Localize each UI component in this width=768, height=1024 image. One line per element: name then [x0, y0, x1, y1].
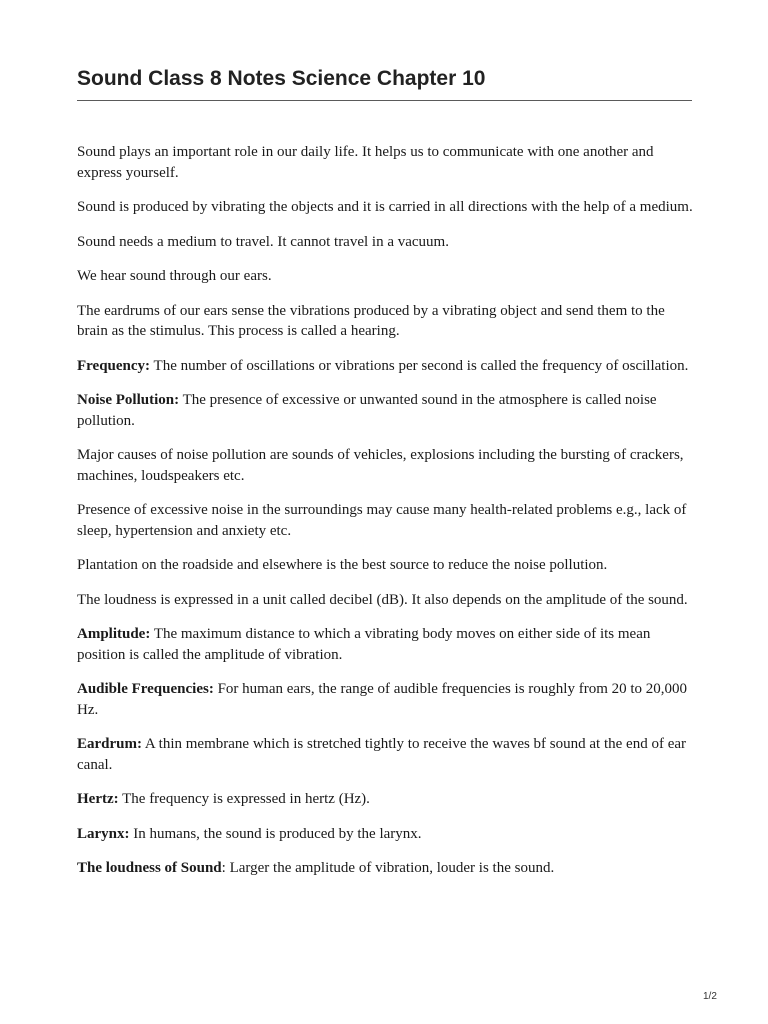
paragraph-text: Sound plays an important role in our daily life. It helps us to communicate with one another and express yourself.	[77, 144, 654, 181]
term-hertz: Hertz:	[77, 791, 119, 807]
paragraph-text: The presence of excessive or unwanted sound in the atmosphere is called noise pollution.	[77, 392, 657, 429]
paragraph-amplitude	[77, 624, 699, 665]
term-frequency: Frequency:	[77, 357, 151, 374]
paragraph-plantation	[77, 555, 699, 576]
paragraph-text: Plantation on the roadside and elsewhere is the best source to reduce the noise pollution.	[77, 557, 608, 573]
paragraph-noise-causes	[77, 445, 699, 486]
paragraph-text: The loudness is expressed in a unit called decibel (dB). It also depends on the amplitude of the sound.	[77, 591, 688, 608]
paragraph-medium	[77, 232, 699, 253]
paragraph-text: In humans, the sound is produced by the larynx.	[129, 825, 422, 842]
paragraph-ears	[77, 266, 699, 287]
paragraph-eardrum	[77, 734, 699, 775]
term-noise-pollution: Noise Pollution:	[77, 392, 180, 408]
paragraph-text: The maximum distance to which a vibrating body moves on either side of its mean position is called the amplitude of vibration.	[77, 626, 651, 663]
term-audible-frequencies: Audible Frequencies:	[77, 681, 214, 697]
title-divider	[77, 100, 692, 101]
paragraph-noise-pollution	[77, 390, 699, 431]
paragraph-text: Presence of excessive noise in the surroundings may cause many health-related problems e.g., lack of sleep, hypertension and anxiety etc.	[77, 502, 687, 539]
paragraph-intro	[77, 142, 699, 183]
term-larynx: Larynx:	[77, 825, 130, 842]
paragraph-text: Major causes of noise pollution are sounds of vehicles, explosions including the bursting of crackers, machines, loudspeakers etc.	[77, 447, 684, 484]
paragraph-sound-production	[77, 197, 699, 218]
paragraph-decibel	[77, 590, 699, 611]
notes-content	[77, 142, 699, 893]
paragraph-text: A thin membrane which is stretched tightly to receive the waves bf sound at the end of ear canal.	[77, 736, 687, 773]
page-number: 1/2	[703, 991, 717, 1002]
paragraph-text: The frequency is expressed in hertz (Hz).	[118, 791, 370, 807]
term-loudness-of-sound: The loudness of Sound	[77, 860, 222, 876]
paragraph-text: The eardrums of our ears sense the vibrations produced by a vibrating object and send them to the brain as the stimulus. This process is called a hearing.	[77, 302, 665, 339]
paragraph-text: : Larger the amplitude of vibration, louder is the sound.	[221, 860, 555, 876]
term-eardrum: Eardrum:	[77, 736, 142, 752]
paragraph-frequency	[77, 356, 699, 377]
paragraph-text: Sound needs a medium to travel. It cannot travel in a vacuum.	[77, 233, 449, 250]
paragraph-text: We hear sound through our ears.	[77, 268, 272, 284]
paragraph-audible-frequencies	[77, 679, 699, 720]
page-title: Sound Class 8 Notes Science Chapter 10	[77, 67, 486, 90]
paragraph-loudness	[77, 858, 699, 879]
paragraph-text: Sound is produced by vibrating the objects and it is carried in all directions with the help of a medium.	[77, 199, 693, 215]
paragraph-text: For human ears, the range of audible frequencies is roughly from 20 to 20,000 Hz.	[77, 681, 688, 718]
paragraph-eardrums	[77, 301, 699, 342]
paragraph-text: The number of oscillations or vibrations per second is called the frequency of oscillation.	[150, 357, 689, 374]
paragraph-health-problems	[77, 500, 699, 541]
paragraph-hertz	[77, 789, 699, 810]
paragraph-larynx	[77, 824, 699, 845]
term-amplitude: Amplitude:	[77, 626, 151, 642]
